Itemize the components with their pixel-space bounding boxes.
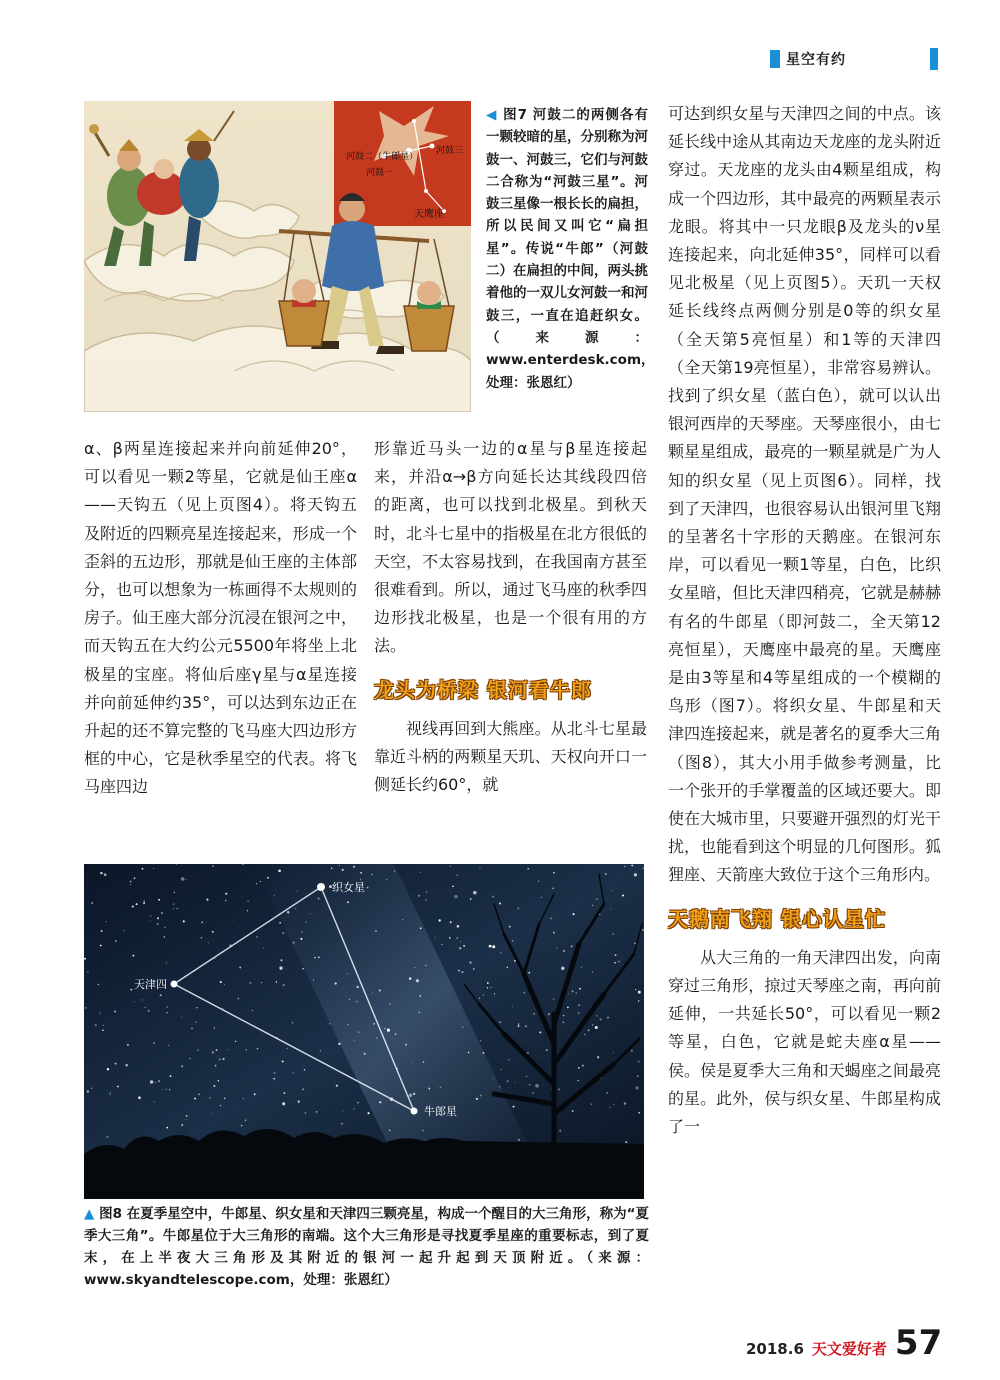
magazine-name: 天文爱好者 bbox=[811, 1340, 887, 1358]
figure-8-caption-text: 图8 在夏季星空中，牛郎星、织女星和天津四三颗亮星，构成一个醒目的大三角形，称为“夏季大三角”。牛郎星位于大三角形的南端。这个大三角形是寻找夏季星座的重要标志，到了夏末，在上半夜大三角形及其附近的银河一起升起到天顶附近。（来源：www.skyandtelescope.com，处理：张恩红） bbox=[84, 1206, 649, 1288]
section-tag-bar bbox=[770, 50, 780, 68]
col2-paragraph-2: 视线再回到大熊座。从北斗七星最靠近斗柄的两颗星天玑、天权向开口一侧延长约60°，就 bbox=[374, 718, 647, 795]
col2-paragraph-1: 形靠近马头一边的α星与β星连接起来，并沿α→β方向延长达其线段四倍的距离，也可以找到北极星。到秋天时，北斗七星中的指极星在北方很低的天空，不太容易找到，在我国南方甚至很难看到。所以，通过飞马座的秋季四边形找北极星，也是一个很有用的方法。 bbox=[374, 439, 647, 656]
figure-7-caption bbox=[486, 104, 655, 394]
column-1 bbox=[84, 435, 357, 802]
section-tag-label: 星空有约 bbox=[786, 52, 846, 68]
figure-8-svg bbox=[84, 864, 644, 1199]
label-hegu-one: 河鼓一 bbox=[366, 168, 394, 178]
label-hegu-two: 河鼓二（牛郎星） bbox=[346, 152, 419, 162]
caption-up-pointer-icon: ▲ bbox=[84, 1206, 100, 1222]
figure-7-caption-text: 图7 河鼓二的两侧各有一颗较暗的星，分别称为河鼓一、河鼓三，它们与河鼓二合称为“河鼓三星”。河鼓三星像一根长长的扁担，所以民间又叫它“扁担星”。传说“牛郎”（河鼓二）在扁担的中间，两头挑着他的一双儿女河鼓一和河鼓三，一直在追赶织女。（来源：www.enterdesk.com，处理：张恩红） bbox=[486, 107, 655, 391]
column-2 bbox=[374, 435, 647, 799]
section-heading-dragon bbox=[374, 675, 647, 705]
label-vega: 织女星 bbox=[332, 881, 365, 894]
figure-7-svg bbox=[84, 101, 471, 412]
col3-paragraph-2: 从大三角的一角天津四出发，向南穿过三角形，掠过天琴座之南，再向前延伸，一共延长50°，可以看见一颗2等星，白色，它就是蛇夫座α星——侯。侯是夏季大三角和天蝎座之间最亮的星。此外，侯与织女星、牛郎星构成了一 bbox=[668, 947, 941, 1136]
label-deneb: 天津四 bbox=[134, 978, 167, 991]
page-number: 57 bbox=[894, 1323, 943, 1363]
issue-date: 2018.6 bbox=[746, 1340, 804, 1358]
label-hegu-three: 河鼓三 bbox=[436, 146, 464, 156]
section-heading-swan bbox=[668, 904, 941, 934]
figure-8-photo bbox=[84, 864, 644, 1199]
section-heading-dragon-text: 龙头为桥梁 银河看牛郎 bbox=[374, 677, 592, 702]
col1-paragraph-1: α、β两星连接起来并向前延伸20°，可以看见一颗2等星，它就是仙王座α——天钩五（见上页图4）。将天钩五及附近的四颗亮星连接起来，形成一个歪斜的五边形，那就是仙王座的主体部分，也可以想象为一栋画得不太规则的房子。仙王座大部分沉浸在银河之中，而天钩五在大约公元5500年将坐上北极星的宝座。将仙后座γ星与α星连接并向前延伸约35°，可以达到东边正在升起的还不算完整的飞马座大四边形方框的中心，它是秋季星空的代表。将飞马座四边 bbox=[84, 439, 357, 797]
figure-7-illustration bbox=[84, 101, 471, 412]
figure-8-caption bbox=[84, 1203, 649, 1291]
section-tag bbox=[770, 48, 938, 70]
col3-paragraph-1: 可达到织女星与天津四之间的中点。该延长线中途从其南边天龙座的龙头附近穿过。天龙座的龙头由4颗星组成，构成一个四边形，其中最亮的两颗星表示龙眼。将其中一只龙眼β及龙头的ν星连接起来，向北延伸35°，同样可以看见北极星（见上页图5）。天玑一天权延长线终点两侧分别是0等的织女星（全天第5亮恒星）和1等的天津四（全天第19亮恒星），非常容易辨认。找到了织女星（蓝白色），就可以认出银河西岸的天琴座。天琴座很小，由七颗星星组成，最亮的一颗星就是广为人知的织女星（见上页图6）。同样，找到了天津四，也很容易认出银河里飞翔的呈著名十字形的天鹅座。在银河东岸，可以看见一颗1等星，白色，比织女星暗，但比天津四稍亮，它就是赫赫有名的牛郎星（即河鼓二，全天第12亮恒星），天鹰座中最亮的星。天鹰座是由3等星和4等星组成的一个模糊的鸟形（图7）。将织女星、牛郎星和天津四连接起来，就是著名的夏季大三角（图8），其大小用手做参考测量，比一个张开的手掌覆盖的区域还要大。即使在大城市里，只要避开强烈的灯光干扰，也能看到这个明显的几何图形。狐狸座、天箭座大致位于这个三角形内。 bbox=[668, 104, 941, 885]
section-heading-swan-text: 天鹅南飞翔 银心认星忙 bbox=[668, 906, 886, 931]
caption-pointer-icon: ◀ bbox=[486, 107, 504, 123]
page-footer bbox=[746, 1323, 942, 1363]
section-tag-stripe bbox=[930, 48, 938, 70]
column-3 bbox=[668, 100, 941, 1141]
label-altair: 牛郎星 bbox=[424, 1105, 457, 1118]
label-tianying: 天鹰座 bbox=[414, 209, 444, 220]
